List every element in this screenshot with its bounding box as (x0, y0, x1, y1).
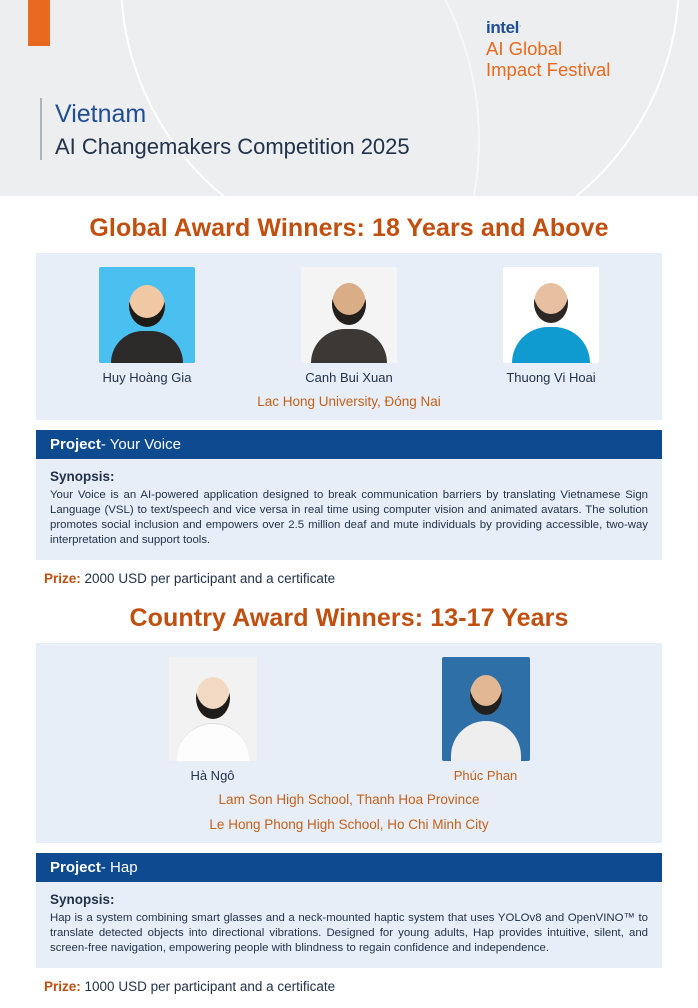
page-header (0, 0, 698, 196)
school-affiliation: Le Hong Phong High School, Ho Chi Minh City (209, 817, 489, 832)
portrait-body-shape (177, 723, 249, 761)
synopsis-label: Synopsis: (50, 892, 115, 907)
avatar (503, 267, 599, 363)
orange-accent-tab (28, 0, 50, 46)
project-bar (36, 430, 662, 459)
header-titles (55, 100, 410, 160)
avatar (169, 657, 257, 761)
country-name: Vietnam (55, 100, 147, 128)
prize-line (44, 571, 662, 586)
portrait-head-shape (470, 675, 502, 715)
winner-card (90, 657, 336, 783)
intel-logo: intel. (486, 18, 521, 37)
project-label: Project (50, 859, 101, 876)
winner-card (47, 267, 247, 385)
portrait-head-shape (129, 285, 165, 327)
project-label: Project (50, 436, 101, 453)
brand-lockup (486, 18, 676, 80)
project-separator: - (100, 859, 106, 876)
intel-wordmark: intel (486, 18, 519, 37)
prize-line (44, 979, 662, 994)
section-title-global: Global Award Winners: 18 Years and Above (89, 214, 609, 242)
synopsis-block (36, 882, 662, 968)
section-title-country: Country Award Winners: 13-17 Years (129, 604, 569, 632)
prize-value: 2000 USD per participant and a certificate (84, 571, 336, 586)
project-name: Hap (110, 859, 138, 876)
winner-name: Hà Ngô (190, 768, 235, 783)
avatar (442, 657, 530, 761)
synopsis-label: Synopsis: (50, 469, 115, 484)
winner-card (363, 657, 609, 783)
portrait-body-shape (311, 329, 387, 363)
project-name: Your Voice (109, 436, 181, 453)
synopsis-block (36, 459, 662, 560)
portrait-head-shape (534, 283, 568, 323)
portrait-body-shape (111, 331, 183, 363)
project-separator: - (100, 436, 106, 453)
avatar (301, 267, 397, 363)
prize-label: Prize: (44, 571, 81, 586)
school-affiliation: Lam Son High School, Thanh Hoa Province (218, 792, 480, 807)
winners-row (46, 657, 652, 783)
festival-title-line2: Impact Festival (486, 59, 611, 80)
winner-name: Phúc Phan (453, 768, 518, 783)
winner-card (451, 267, 651, 385)
portrait-body-shape (512, 327, 590, 363)
winner-name: Canh Bui Xuan (305, 370, 393, 385)
synopsis-text: Your Voice is an AI-powered application designed to break communication barriers by translating Vietnamese Sign Language (VSL) to text/speech and vice versa in real time using computer vision and animated avatars. The solution promotes social inclusion and empowers over 2.5 million deaf and mute individuals by providing accessible, two-way interpretation and support tools. (50, 489, 648, 546)
portrait-body-shape (451, 721, 521, 761)
winners-row (46, 267, 652, 385)
prize-label: Prize: (44, 979, 81, 994)
avatar (99, 267, 195, 363)
page-content (0, 214, 698, 994)
project-bar (36, 853, 662, 882)
prize-value: 1000 USD per participant and a certificate (84, 979, 336, 994)
portrait-head-shape (332, 283, 366, 325)
winner-name: Thuong Vi Hoai (506, 370, 596, 385)
winner-name: Huy Hoàng Gia (102, 370, 192, 385)
festival-title-line1: AI Global (486, 38, 563, 59)
competition-name: AI Changemakers Competition 2025 (55, 134, 410, 159)
school-affiliation: Lac Hong University, Đóng Nai (257, 394, 441, 409)
winners-panel-global (36, 253, 662, 420)
winner-card (249, 267, 449, 385)
synopsis-text: Hap is a system combining smart glasses and a neck-mounted haptic system that uses YOLOv8 and OpenVINO™ to translate detected objects into directional vibrations. Designed for young adults, Hap provides intuitive, silent, and screen-free navigation, empowering people with blindness to regain confidence and independence. (50, 912, 648, 954)
portrait-head-shape (196, 677, 230, 719)
header-divider (40, 98, 42, 160)
winners-panel-country (36, 643, 662, 843)
